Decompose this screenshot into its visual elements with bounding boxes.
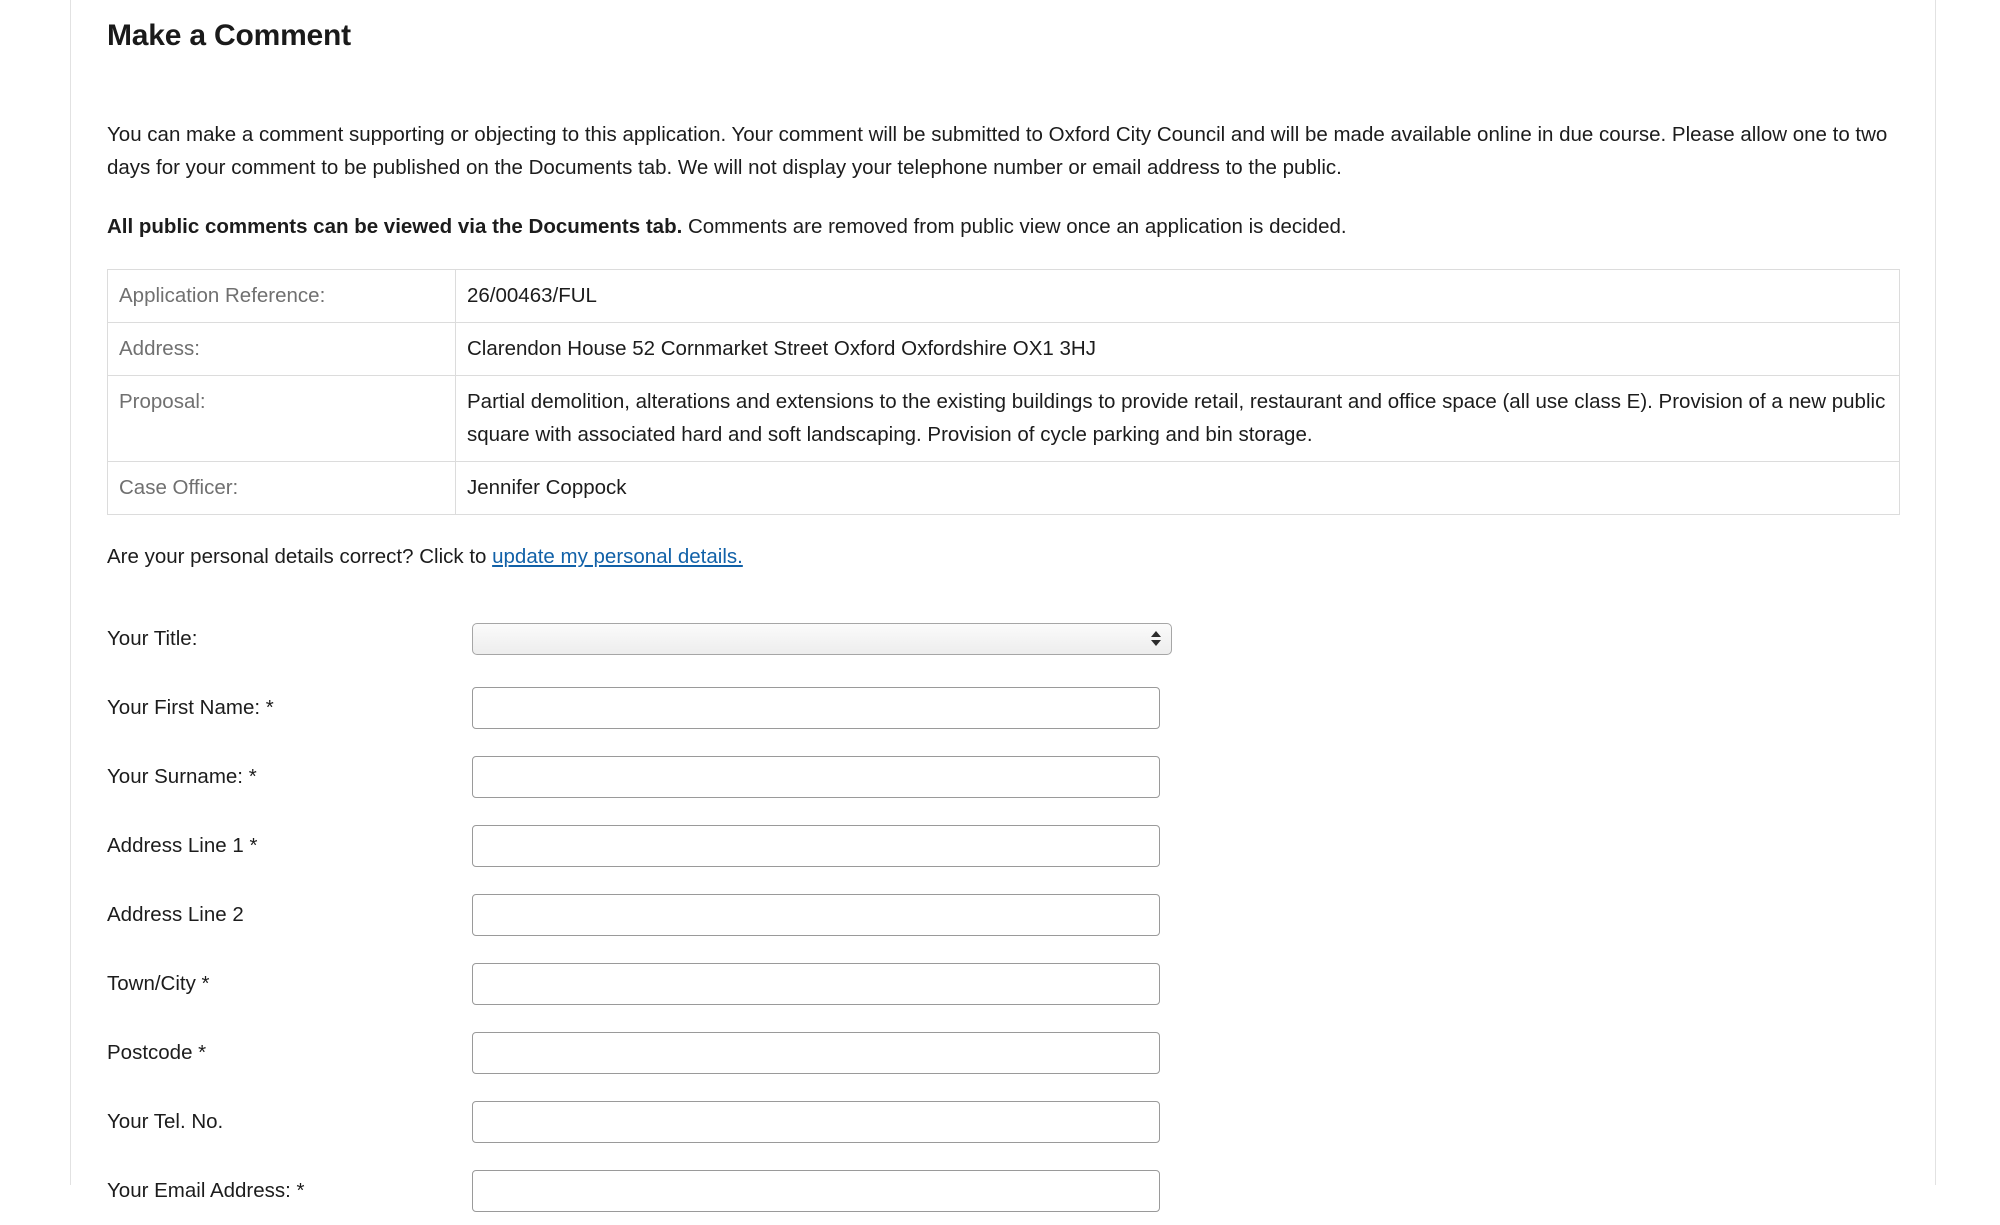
table-row [108, 270, 1900, 323]
intro-paragraph: You can make a comment supporting or objecting to this application. Your comment will be submitted to Oxford City Council and will be made available online in due course. Please allow one to two days for your comment to be published on the Documents tab. We will not display your telephone number or email address to the public. [107, 123, 1888, 179]
proposal-value: Partial demolition, alterations and extensions to the existing buildings to provide retail, restaurant and office space (all use class E). Provision of a new public square with associated hard and soft landscaping. Provision of cycle parking and bin storage. [456, 376, 1900, 462]
proposal-label: Proposal: [108, 376, 456, 462]
page-title: Make a Comment [107, 19, 351, 52]
public-comments-notice [107, 211, 1937, 243]
address-line-1-control [472, 825, 1937, 867]
table-row [108, 323, 1900, 376]
content-column [107, 0, 1937, 1225]
personal-details-prompt-text: Are your personal details correct? Click to [107, 545, 493, 568]
content-left-rule [70, 0, 71, 1185]
your-title-select-wrap [472, 623, 1172, 655]
telephone-label: Your Tel. No. [107, 1109, 224, 1133]
form-row-town-city [107, 949, 1937, 1018]
form-row-title [107, 604, 1937, 673]
your-title-select[interactable] [472, 623, 1172, 655]
address-line-2-control [472, 894, 1937, 936]
application-reference-value: 26/00463/FUL [456, 270, 1900, 323]
telephone-control [472, 1101, 1937, 1143]
application-reference-label: Application Reference: [108, 270, 456, 323]
case-officer-value: Jennifer Coppock [456, 462, 1900, 515]
public-comments-notice-bold: All public comments can be viewed via the Documents tab. [107, 215, 683, 238]
telephone-input[interactable] [472, 1101, 1160, 1143]
first-name-input[interactable] [472, 687, 1160, 729]
surname-control [472, 756, 1937, 798]
form-row-first-name [107, 673, 1937, 742]
form-row-postcode [107, 1018, 1937, 1087]
address-line-2-input[interactable] [472, 894, 1160, 936]
comment-form [107, 604, 1937, 1225]
postcode-label: Postcode * [107, 1040, 207, 1064]
table-row [108, 462, 1900, 515]
postcode-control [472, 1032, 1937, 1074]
your-title-label: Your Title: [107, 626, 198, 650]
public-comments-notice-rest: Comments are removed from public view once an application is decided. [682, 215, 1347, 238]
address-label: Address: [108, 323, 456, 376]
case-officer-label: Case Officer: [108, 462, 456, 515]
town-city-input[interactable] [472, 963, 1160, 1005]
town-city-label: Town/City * [107, 971, 210, 995]
form-row-address-line-1 [107, 811, 1937, 880]
address-line-1-input[interactable] [472, 825, 1160, 867]
address-line-2-label: Address Line 2 [107, 902, 244, 926]
update-personal-details-link[interactable]: update my personal details. [492, 545, 743, 568]
email-label: Your Email Address: * [107, 1178, 305, 1202]
surname-input[interactable] [472, 756, 1160, 798]
form-row-surname [107, 742, 1937, 811]
first-name-control [472, 687, 1937, 729]
your-title-control [472, 623, 1937, 655]
town-city-control [472, 963, 1937, 1005]
form-row-telephone [107, 1087, 1937, 1156]
surname-label: Your Surname: * [107, 764, 257, 788]
personal-details-prompt [107, 542, 1937, 572]
email-field[interactable] [472, 1170, 1160, 1212]
form-row-email [107, 1156, 1937, 1225]
postcode-input[interactable] [472, 1032, 1160, 1074]
table-row [108, 376, 1900, 462]
first-name-label: Your First Name: * [107, 695, 274, 719]
address-value: Clarendon House 52 Cornmarket Street Oxford Oxfordshire OX1 3HJ [456, 323, 1900, 376]
application-details-table [107, 269, 1900, 515]
form-row-address-line-2 [107, 880, 1937, 949]
email-control [472, 1170, 1937, 1212]
address-line-1-label: Address Line 1 * [107, 833, 258, 857]
